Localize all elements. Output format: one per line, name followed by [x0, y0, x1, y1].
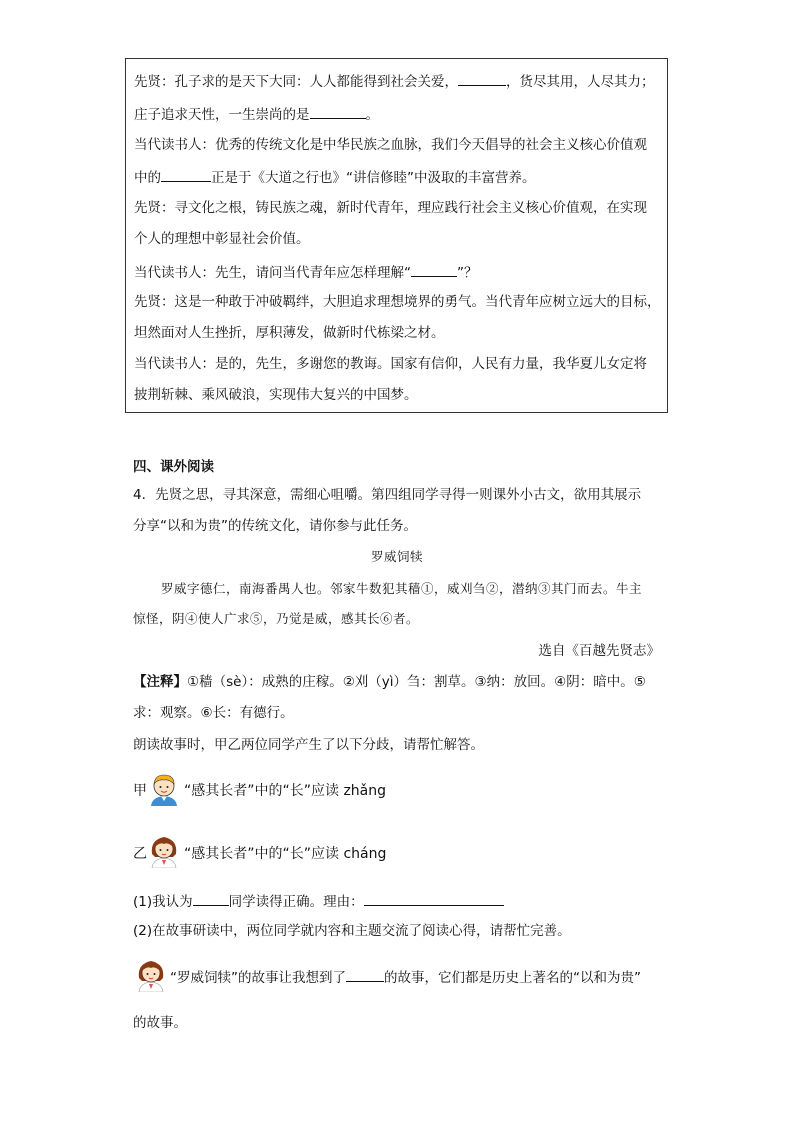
question-4-line-1: 4．先贤之思，寻其深意，需细心咀嚼。第四组同学寻得一则课外小古文，欲用其展示	[133, 487, 642, 503]
passage-line-1: 罗威字德仁，南海番禺人也。邻家牛数犯其穑①，威刈刍②，潜纳③其门而去。牛主	[161, 581, 643, 596]
answer-blank	[411, 262, 457, 277]
dialogue-line-3: 当代读书人：优秀的传统文化是中华民族之血脉，我们今天倡导的社会主义核心价值观	[134, 137, 647, 153]
passage-title: 罗威饲犊	[371, 549, 424, 564]
reason-blank	[364, 891, 504, 906]
question-2: (2)在故事研读中，两位同学就内容和主题交流了阅读心得，请帮忙完善。	[133, 923, 571, 939]
section-heading: 四、课外阅读	[133, 459, 214, 475]
dialogue-line-9: 坦然面对人生挫折，厚积薄发，做新时代栋梁之材。	[134, 325, 445, 341]
dialogue-line-8: 先贤：这是一种敢于冲破羁绊，大胆追求理想境界的勇气。当代青年应树立远大的目标，	[134, 294, 661, 310]
answer-blank	[458, 71, 506, 86]
answer-blank	[161, 167, 211, 182]
answer-blank	[193, 891, 229, 906]
dialogue-line-10: 当代读书人：是的，先生，多谢您的教诲。国家有信仰，人民有力量，我华夏儿女定将	[134, 356, 647, 372]
dialogue-line-6: 个人的理想中彰显社会价值。	[134, 231, 310, 247]
dialogue-box	[125, 58, 668, 413]
dialogue-line-5: 先贤：寻文化之根，铸民族之魂，新时代青年，理应践行社会主义核心价值观，在实现	[134, 200, 647, 216]
dialogue-line-2: 庄子追求天性，一生崇尚的是 。	[134, 104, 379, 124]
passage-source: 选自《百越先贤志》	[538, 643, 660, 659]
notes-line-2: 求：观察。⑥长：有德行。	[133, 705, 294, 721]
student-a-label: 甲	[133, 783, 147, 799]
dialogue-line-4: 中的 正是于《大道之行也》“讲信修睦”中汲取的丰富营养。	[134, 167, 536, 187]
boy-avatar-icon	[147, 770, 181, 806]
question-1: (1)我认为 同学读得正确。理由：	[133, 891, 504, 911]
student-b-label: 乙	[133, 846, 147, 862]
answer-blank	[310, 104, 366, 119]
passage-line-2: 惊怪，阴④使人广求⑤，乃觉是威，感其长⑥者。	[133, 611, 420, 626]
question-4-line-2: 分享“以和为贵”的传统文化，请你参与此任务。	[133, 518, 417, 534]
prompt-text: 朗读故事时，甲乙两位同学产生了以下分歧，请帮忙解答。	[133, 737, 484, 753]
dialogue-line-7: 当代读书人：先生，请问当代青年应怎样理解“ ”？	[134, 262, 478, 282]
student-a-speech: “感其长者”中的“长”应读 zhǎng	[184, 783, 387, 799]
dialogue-line-1: 先贤：孔子求的是天下大同：人人都能得到社会关爱， ，货尽其用，人尽其力；	[134, 71, 655, 91]
final-line-2: 的故事。	[133, 1015, 187, 1031]
girl-avatar-icon	[147, 832, 181, 868]
answer-blank	[346, 967, 384, 982]
girl-avatar-icon	[134, 956, 168, 992]
student-b-speech: “感其长者”中的“长”应读 cháng	[184, 846, 387, 862]
dialogue-line-11: 披荆斩棘、乘风破浪，实现伟大复兴的中国梦。	[134, 387, 418, 403]
final-line-1: “罗威饲犊”的故事让我想到了 的故事，它们都是历史上著名的“以和为贵”	[170, 967, 641, 987]
notes-line-1: 【注释】①穑（sè）：成熟的庄稼。②刈（yì）刍：割草。③纳：放回。④阴：暗中。⑤	[133, 674, 646, 690]
